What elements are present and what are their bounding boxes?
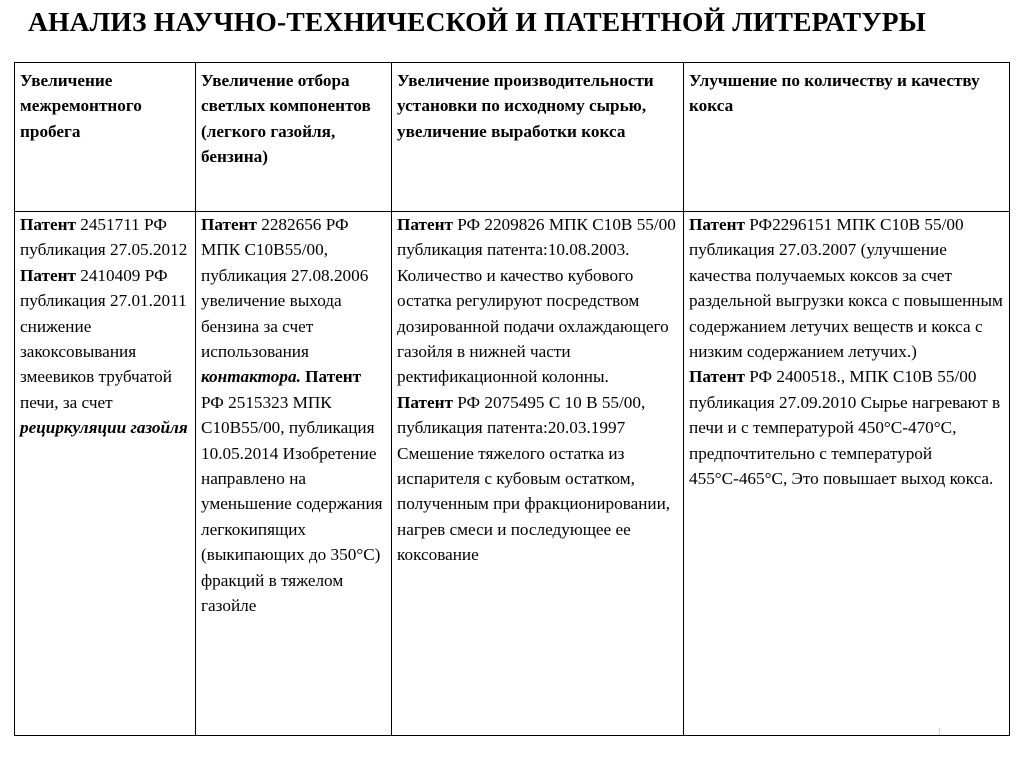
patent-label: Патент xyxy=(20,265,76,285)
emphasis-text: контактора. xyxy=(201,367,301,387)
patent-text: РФ 2400518., МПК C10B 55/00 публикация 27.09.2010 Сырье нагревают в печи и с температурой 450°С-470°С, предпочтительно с температурой 455°С-465°С, Это повышает выход кокса. xyxy=(689,367,1001,489)
patent-text: РФ2296151 МПК C10B 55/00 публикация 27.03.2007 (улучшение качества получаемых коксов за счет раздельной выгрузки кокса с повышенным содержанием летучих веществ и кокса с низким содержанием летучих.) xyxy=(689,215,1003,362)
patent-label: Патент xyxy=(201,215,257,234)
patent-text: 2451711 РФ публикация 27.05.2012 xyxy=(20,215,188,260)
patent-text: РФ 2075495 С 10 В 55/00, публикация патента:20.03.1997 Смешение тяжелого остатка из испарителя с кубовым остатком, полученным при фракционировании, нагрев смеси и последующее ее коксование xyxy=(397,392,671,565)
patent-text: РФ 2515323 МПК C10B55/00, публикация 10.05.2014 Изобретение направлено на уменьшение содержания легкокипящих (выкипающих до 350°С) фракций в тяжелом газойле xyxy=(201,392,383,616)
cell-coke-quality-patents xyxy=(684,212,1010,736)
patent-entry xyxy=(397,390,679,568)
table-body-row xyxy=(15,212,1010,736)
cell-light-components-patents xyxy=(196,212,392,736)
patent-entry xyxy=(201,212,387,619)
header-cell-coke-quality: Улучшение по количеству и качеству кокса xyxy=(684,63,1010,212)
cell-service-interval-patents xyxy=(15,212,196,736)
cell-productivity-patents xyxy=(392,212,684,736)
header-cell-light-components: Увеличение отбора светлых компонентов (легкого газойля, бензина) xyxy=(196,63,392,212)
patent-entry xyxy=(20,212,191,263)
emphasis-text: газойля xyxy=(130,418,188,438)
emphasis-text: рециркуляции xyxy=(20,418,127,438)
header-cell-productivity: Увеличение производительности установки по исходному сырью, увеличение выработки кокса xyxy=(392,63,684,212)
page-title: АНАЛИЗ НАУЧНО-ТЕХНИЧЕСКОЙ И ПАТЕНТНОЙ ЛИТЕРАТУРЫ xyxy=(28,6,926,37)
patent-entry xyxy=(689,212,1005,364)
patent-entry xyxy=(689,364,1005,491)
patent-label: Патент xyxy=(689,367,745,387)
patent-label: Патент xyxy=(397,215,453,234)
patent-text: 2410409 РФ публикация 27.01.2011 снижение закоксовывания змеевиков трубчатой печи, за счет xyxy=(20,265,187,412)
header-cell-service-interval: Увеличение межремонтного пробега xyxy=(15,63,196,212)
patent-entry xyxy=(397,212,679,390)
patent-text: 2282656 РФ МПК C10B55/00, публикация 27.08.2006 увеличение выхода бензина за счет использования xyxy=(201,215,369,362)
patent-label: Патент xyxy=(300,367,362,387)
patent-analysis-table xyxy=(14,62,1010,736)
table-header-row xyxy=(15,63,1010,212)
patent-label: Патент xyxy=(689,215,745,234)
patent-label: Патент xyxy=(20,215,76,234)
page-number: 1 xyxy=(937,727,942,738)
patent-label: Патент xyxy=(397,392,453,412)
patent-text: РФ 2209826 МПК C10B 55/00 публикация патента:10.08.2003. Количество и качество кубового остатка регулируют посредством дозированной подачи охлаждающего газойля в нижней части ректификационной колонны. xyxy=(397,215,676,387)
patent-entry xyxy=(20,263,191,441)
